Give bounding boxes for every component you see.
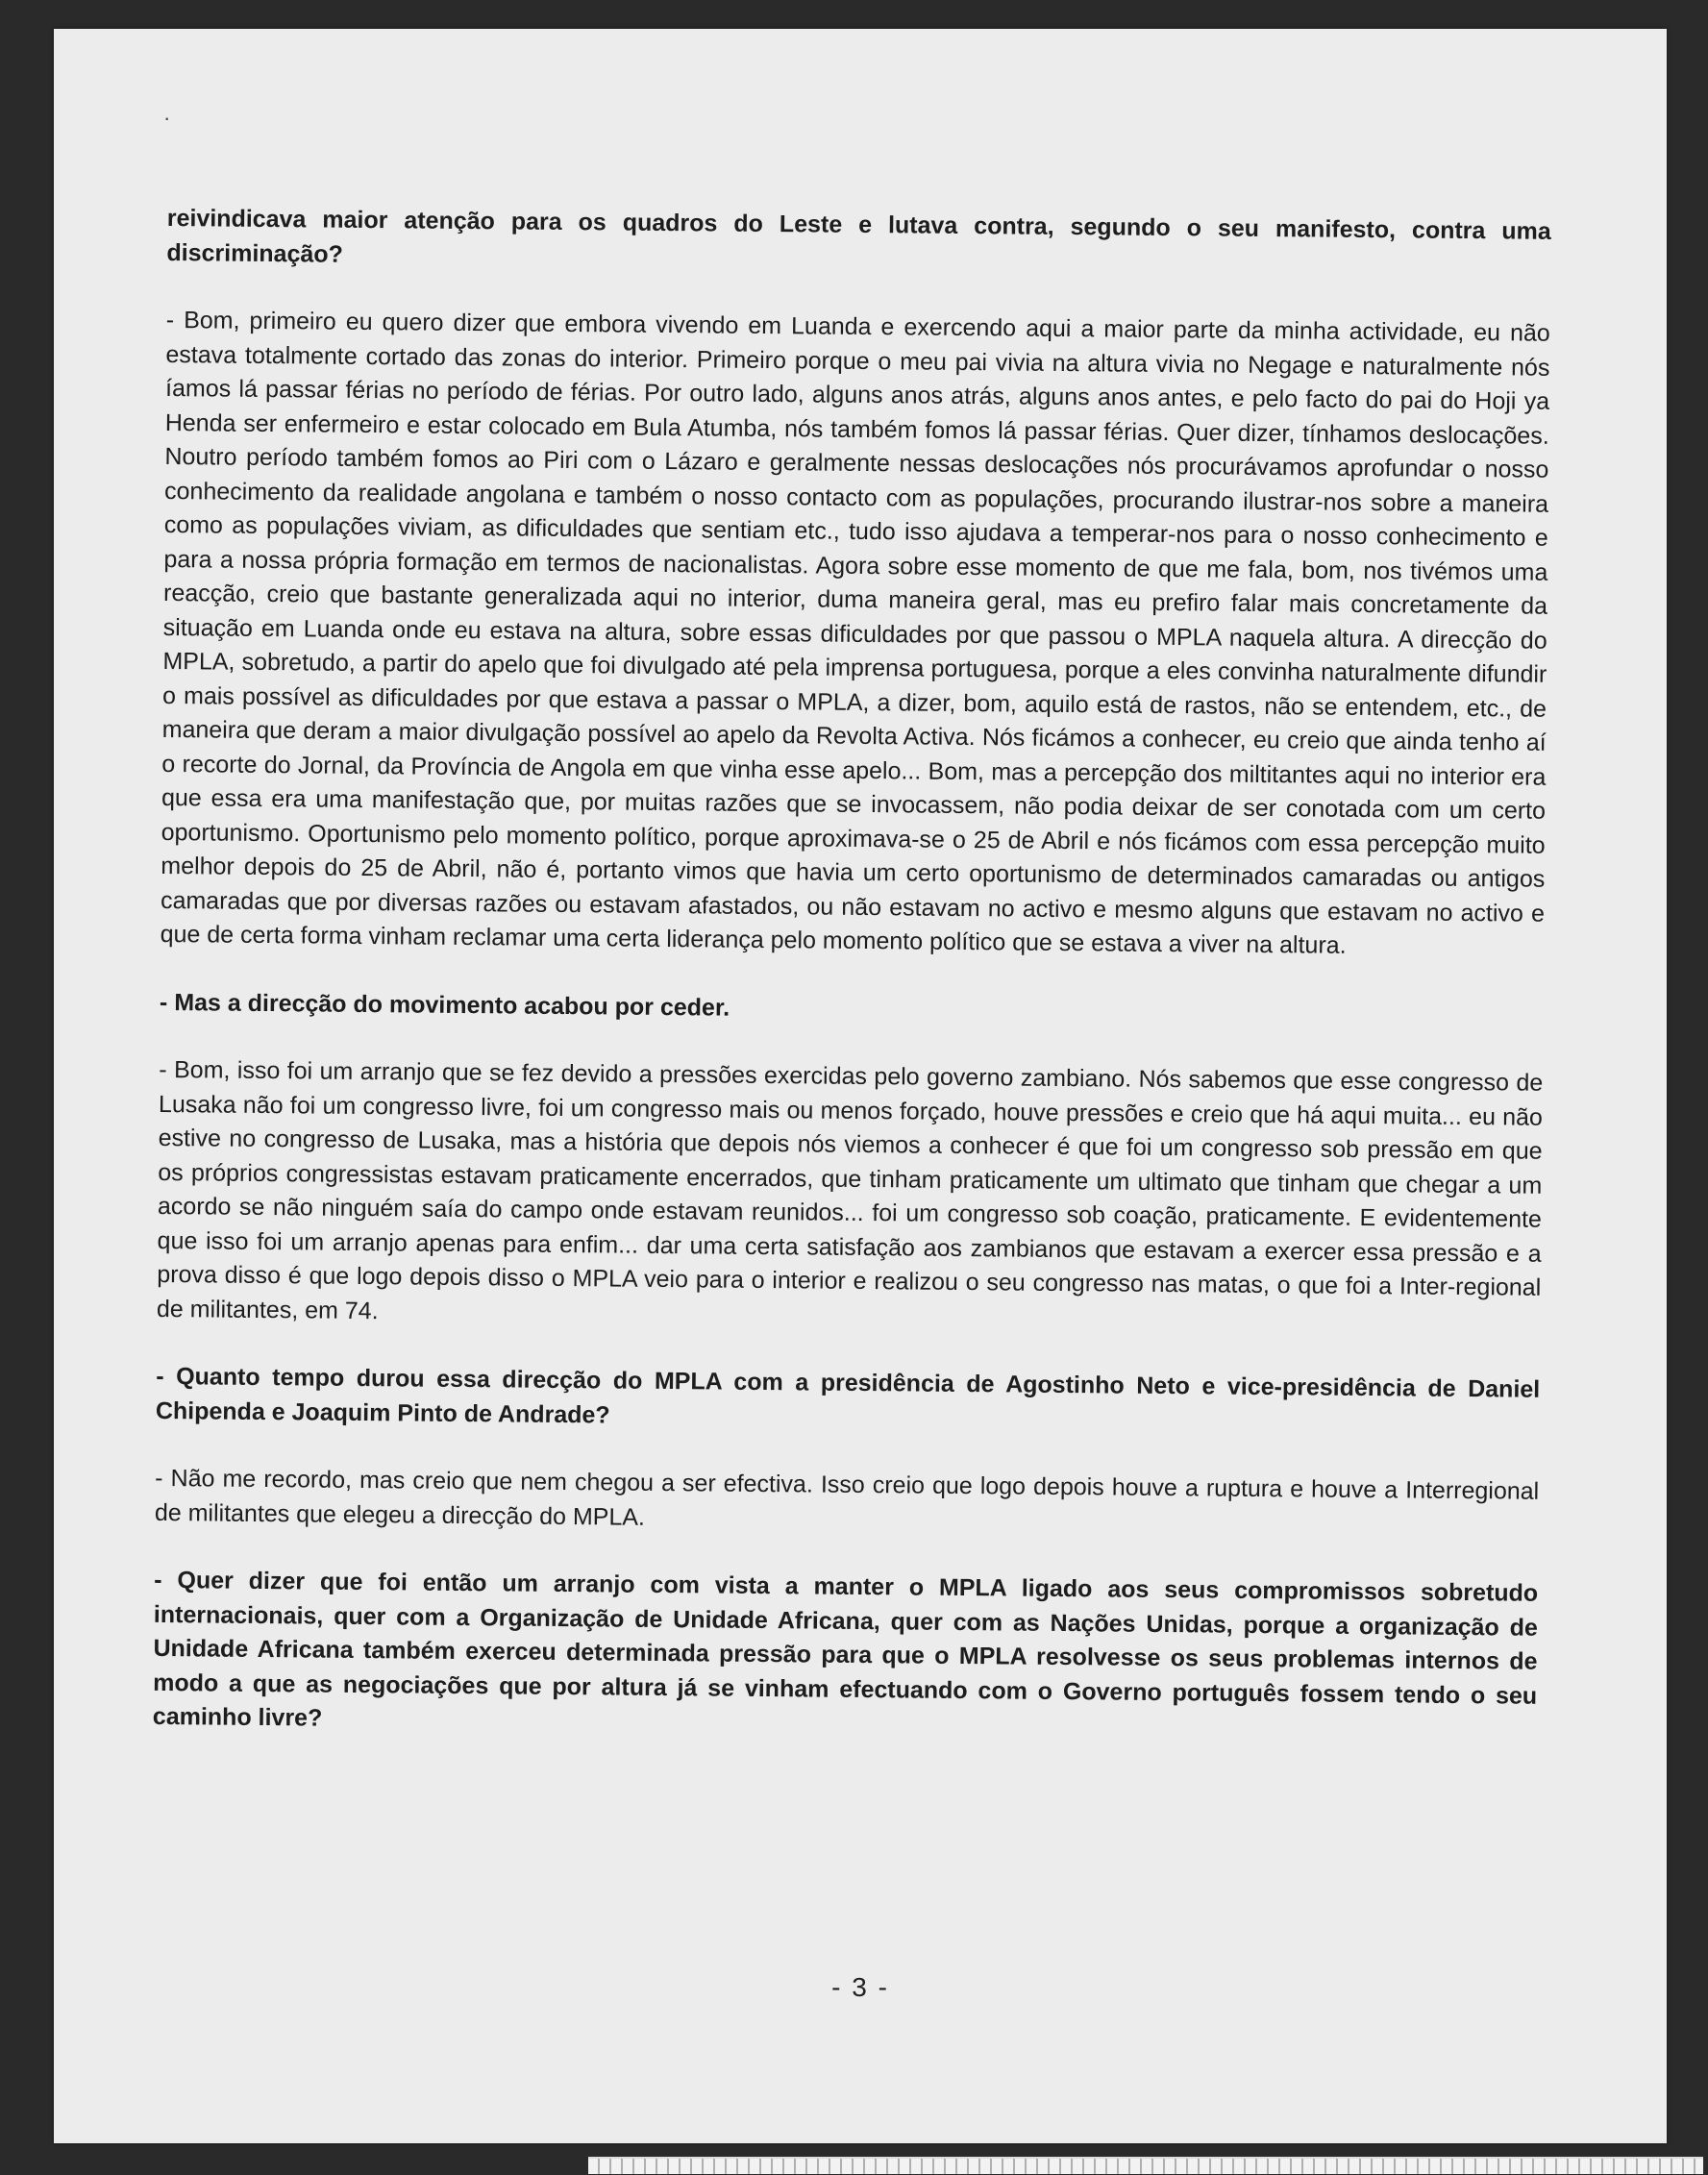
scan-scale-bar bbox=[588, 2157, 1703, 2174]
page-number: - 3 - bbox=[831, 1972, 889, 2002]
interview-text bbox=[152, 202, 1551, 1781]
question-paragraph: - Mas a direcção do movimento acabou por ceder. bbox=[159, 988, 730, 1022]
answer-paragraph: - Bom, isso foi um arranjo que se fez devido a pressões exercidas pelo governo zambiano. Nós sabemos que esse congresso de Lusaka não foi um congresso livre, foi um congresso mais ou menos forçado, houve pressões e creio que há aqui muita... eu não estive no congresso de Lusaka, mas a história que depois nós viemos a conhecer é que foi um congresso sob pressão em que os próprios congressistas estavam praticamente encerrados, que tinham praticamente um ultimato que tinham que chegar a um acordo se não ninguém saía do campo onde estavam reunidos... foi um congresso sob coação, praticamente. E evidentemente que isso foi um arranjo apenas para enfim... dar uma certa satisfação aos zambianos que estavam a exercer essa pressão e a prova disso é que logo depois disso o MPLA veio para o interior e realizou o seu congresso nas matas, o que foi a Inter-regional de militantes, em 74. bbox=[156, 1055, 1544, 1324]
answer-paragraph: - Não me recordo, mas creio que nem chegou a ser efectiva. Isso creio que logo depois houve a ruptura e houve a Interregional de militantes que elegeu a direcção do MPLA. bbox=[154, 1464, 1540, 1531]
document-page bbox=[54, 29, 1667, 2143]
answer-paragraph: - Bom, primeiro eu quero dizer que embora vivendo em Luanda e exercendo aqui a maior parte da minha actividade, eu não estava totalmente cortado das zonas do interior. Primeiro porque o meu pai vivia na altura vivia no Negage e naturalmente nós íamos lá passar férias no período de férias. Por outro lado, alguns anos atrás, alguns anos antes, e pelo facto do pai do Hoji ya Henda ser enfermeiro e estar colocado em Bula Atumba, nós também fomos lá passar férias. Quer dizer, tínhamos deslocações. Noutro período também fomos ao Piri com o Lázaro e geralmente nessas deslocações nós procurávamos aprofundar o nosso conhecimento da realidade angolana e também o nosso contacto com as populações, procurando ilustrar-nos sobre a maneira como as populações viviam, as dificuldades que sentiam etc., tudo isso ajudava a temperar-nos para o nosso conhecimento e para a nossa própria formação em termos de nacionalistas. Agora sobre esse momento de que me fala, bom, nos tivémos uma reacção, creio que bastante generalizada aqui no interior, duma maneira geral, mas eu prefiro falar mais concretamente da situação em Luanda onde eu estava na altura, sobre essas dificuldades por que passou o MPLA naquela altura. A direcção do MPLA, sobretudo, a partir do apelo que foi divulgado até pela imprensa portuguesa, porque a eles convinha naturalmente difundir o mais possível as dificuldades por que estava a passar o MPLA, a dizer, bom, aquilo está de rastos, não se entendem, etc., de maneira que deram a maior divulgação possível ao apelo da Revolta Activa. Nós ficámos a conhecer, eu creio que ainda tenho aí o recorte do Jornal, da Província de Angola em que vinha esse apelo... Bom, mas a percepção dos miltitantes aqui no interior era que essa era uma manifestação que, por muitas razões que se invocassem, não podia deixar de ser conotada com um certo oportunismo. Oportunismo pelo momento político, porque aproximava-se o 25 de Abril e nós ficámos com essa percepção muito melhor depois do 25 de Abril, não é, portanto vimos que havia um certo oportunismo de determinados camaradas ou antigos camaradas que por diversas razões ou estavam afastados, ou não estavam no activo e mesmo alguns que estavam no activo e que de certa forma vinham reclamar uma certa liderança pelo momento político que se estava a viver na altura. bbox=[160, 306, 1550, 959]
question-paragraph: - Quanto tempo durou essa direcção do MPLA com a presidência de Agostinho Neto e vice-presidência de Daniel Chipenda e Joaquim Pinto de Andrade? bbox=[155, 1362, 1541, 1428]
question-paragraph: reivindicava maior atenção para os quadros do Leste e lutava contra, segundo o seu manifesto, contra uma discriminação? bbox=[166, 204, 1551, 268]
question-paragraph: - Quer dizer que foi então um arranjo com vista a manter o MPLA ligado aos seus compromissos sobretudo internacionais, quer com a Organização de Unidade Africana, quer com as Nações Unidas, porque a organização de Unidade Africana também exerceu determinada pressão para que o MPLA resolvesse os seus problemas internos de modo a que as negociações que por altura já se vinham efectuando com o Governo português fossem tendo o seu caminho livre? bbox=[152, 1566, 1539, 1732]
margin-mark: · bbox=[163, 106, 171, 130]
